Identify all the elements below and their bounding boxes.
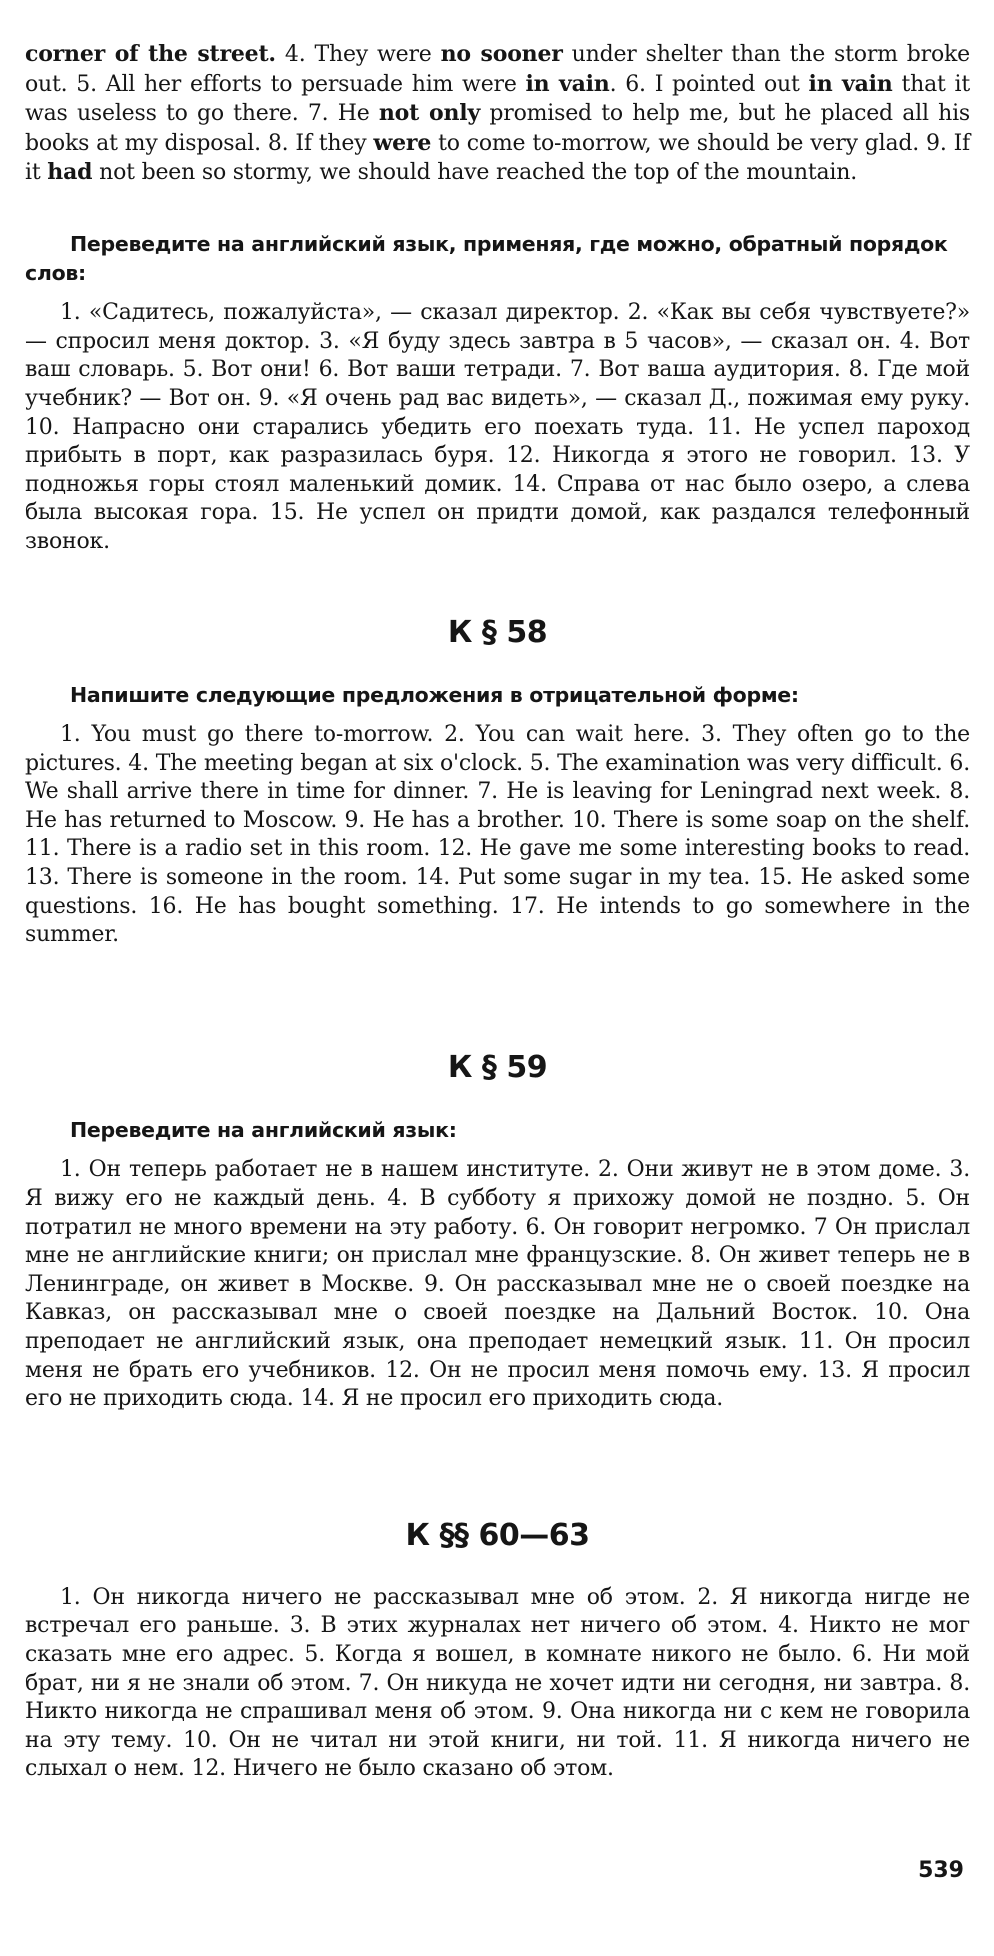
section-59-heading: К § 59 [447, 1049, 548, 1085]
text-run: . 6. I pointed out [609, 71, 809, 97]
bold-phrase: had [47, 159, 93, 186]
bold-phrase: in vain [525, 70, 610, 97]
section1-text: 1. «Садитесь, пожалуйста», — сказал директор. 2. «Как вы себя чувствуете?» — спросил меня доктор. 3. «Я буду здесь завтра в 5 часов», — сказал он. 4. Вот ваш словарь. 5. Вот они! 6. Вот ваши тетради. 7. Вот ваша аудитория. 8. Где мой учебник? — Вот он. 9. «Я очень рад вас видеть», — сказал Д., пожимая ему руку. 10. Напрасно они старались убедить его поехать туда. 11. Не успел пароход прибыть в порт, как разразилась буря. 12. Никогда я этого не говорил. 13. У подножья горы стоял маленький домик. 14. Справа от нас было озеро, а слева была высокая гора. 15. Не успел он придти домой, как раздался телефонный звонок. [25, 300, 970, 554]
section-58-heading: К § 58 [447, 614, 548, 650]
bold-phrase: not only [378, 100, 481, 127]
text-run: under shelter than the storm broke out. 5. All her efforts to persuade him were [25, 42, 970, 97]
section-59-text: 1. Он теперь работает не в нашем институте. 2. Они живут не в этом доме. 3. Я вижу его не каждый день. 4. В субботу я прихожу домой не поздно. 5. Он потратил не много времени на эту работу. 6. Он говорит негромко. 7 Он прислал мне не английские книги; он прислал мне французские. 8. Он живет теперь не в Ленинграде, он живет в Москве. 9. Он рассказывал мне не о своей поездке на Кавказ, он рассказывал мне о своей поездке на Дальний Восток. 10. Она преподает не английский язык, она преподает немецкий язык. 11. Он просил меня не брать его учебников. 12. Он не просил меня помочь ему. 13. Я просил его не приходить сюда. 14. Я не просил его приходить сюда. [25, 1157, 970, 1412]
section0-text [25, 40, 970, 188]
section-58-instruction: Напишите следующие предложения в отрицательной форме: [70, 682, 799, 707]
text-run: that it was useless to go there. 7. He [25, 71, 970, 127]
text-run: not been so stormy, we should have reached the top of the mountain. [92, 160, 858, 186]
bold-phrase: no sooner [440, 41, 563, 67]
bold-phrase: were [373, 129, 432, 156]
page-number: 539 [918, 1858, 964, 1883]
section-60-63-text: 1. Он никогда ничего не рассказывал мне об этом. 2. Я никогда нигде не встречал его раньше. 3. В этих журналах нет ничего об этом. 4. Никто не мог сказать мне его адрес. 5. Когда я вошел, в комнате никого не было. 6. Ни мой брат, ни я не знали об этом. 7. Он никуда не хочет идти ни сегодня, ни завтра. 8. Никто никогда не спрашивал меня об этом. 9. Она никогда ни с кем не говорила на эту тему. 10. Он не читал ни этой книги, ни той. 11. Я никогда ничего не слыхал о нем. 12. Ничего не было сказано об этом. [25, 1584, 970, 1782]
section1-instruction: Переведите на английский язык, применяя, где можно, обратный порядок слов: [25, 231, 948, 285]
bold-phrase: corner of the street. [25, 41, 276, 67]
section-59-instruction: Переведите на английский язык: [70, 1117, 457, 1142]
text-run: to come to-morrow, we should be very glad. 9. If it [25, 130, 970, 186]
page-content [25, 40, 970, 1784]
section-58-text: 1. You must go there to-morrow. 2. You can wait here. 3. They often go to the pictures. 4. The meeting began at six o'clock. 5. The examination was very difficult. 6. We shall arrive there in time for dinner. 7. He is leaving for Leningrad next week. 8. He has returned to Moscow. 9. He has a brother. 10. There is some soap on the shelf. 11. There is a radio set in this room. 12. He gave me some interesting books to read. 13. There is someone in the room. 14. Put some sugar in my tea. 15. He asked some questions. 16. He has bought something. 17. He intends to go somewhere in the summer. [25, 722, 970, 948]
bold-phrase: in vain [808, 70, 893, 97]
text-run: promised to help me, but he placed all his books at my disposal. 8. If they [25, 101, 971, 156]
section-60-63-heading: К §§ 60—63 [405, 1517, 590, 1553]
text-run: 4. They were [275, 42, 441, 67]
